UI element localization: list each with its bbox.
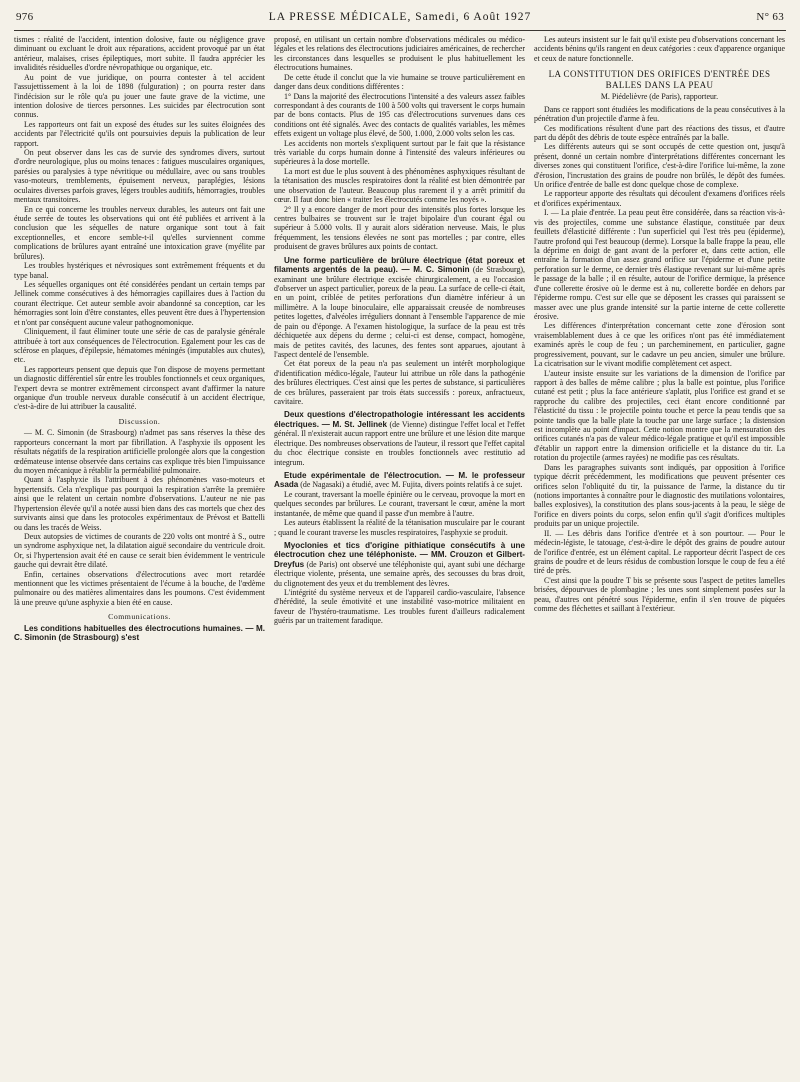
discussion-paragraph: Deux autopsies de victimes de courants de 220 volts ont montré à S., outre un syndrome asphyxique net, la dilatation aiguë secondaire du ventricule droit. Or, si l'hypertension avait été en cause ce serait bien évidemment le ventricule gauche qui devrait être dilaté.	[14, 531, 265, 570]
columns	[14, 35, 786, 1081]
report-paragraph: Le rapporteur apporte des résultats qui découlent d'examens d'orifices réels et d'orifices expérimentaux.	[534, 189, 785, 208]
communication-body: (de Paris) ont observé une téléphoniste qui, ayant subi une décharge électrique violente, présenta, une semaine après, des secousses du bras droit, du clignotement des yeux et du tremblement des lèvres.	[274, 559, 525, 588]
discussion-paragraph: Enfin, certaines observations d'électrocutions avec mort retardée mentionnent que les victimes présentaient de l'écume à la bouche, de l'œdème pulmonaire ou des matières alimentaires dans les poumons. C'est évidemment là une preuve qu'une asphyxie a bien été en cause.	[14, 569, 265, 607]
publication-title: LA PRESSE MÉDICALE, Samedi, 6 Août 1927	[268, 11, 532, 23]
article-paragraph: Cliniquement, il faut éliminer toute une série de cas de paralysie générale attribuée à tort aux conséquences de l'électrocution. Egalement pour les cas de sclérose en plaques, d'épilepsie, hématomes méningés (imputables aux chutes), etc.	[14, 327, 265, 365]
report-paragraph: Les différences d'interprétation concernant cette zone d'érosion sont vraisemblablement dues à ce que les orifices n'ont pas été immédiatement examinés après le coup de feu ; un parcheminement, en particulier, gagne progressivement, pouvant, sur le cadavre un peu ancien, simuler une brûlure. La cicatrisation sur le vivant modifie complètement cet aspect.	[534, 321, 785, 369]
article-paragraph: Les séquelles organiques ont été considérées pendant un certain temps par Jellinek comme consécutives à des hémorragies capillaires dues à l'action du courant électrique. Cet auteur semble avoir abandonné sa conception, car les hémorragies sont loin d'être constantes, elles peuvent être dues à l'hypertension et n'ont par conséquent aucune valeur pathognomonique.	[14, 279, 265, 327]
rapporteur-line: M. Piédelièvre (de Paris), rapporteur.	[600, 92, 719, 102]
discussion-paragraph: — M. C. Simonin (de Strasbourg) n'admet pas sans réserves la thèse des rapporteurs concernant la mort par fibrillation. A l'asphyxie ils opposent les résultats négatifs de la respiration artificielle prolongée alors que la congestion œdémateuse intense observée dans certains cas explique très bien l'impuissance du moyen mécanique à rétablir la perméabilité pulmonaire.	[14, 428, 265, 475]
report-paragraph: II. — Les débris dans l'orifice d'entrée et à son pourtour. — Pour le médecin-légiste, le tatouage, c'est-à-dire le dépôt des grains de poudre autour de l'orifice d'entrée, est un élément capital. Le rapporteur décrit l'aspect de ces grains de poudre et de leurs résidus de combustion lorsque le coup de feu a été tiré de près.	[534, 528, 785, 576]
communication-title: Les conditions habituelles des électrocutions humaines. — M. C. Simonin (de Strasbourg) s'est	[14, 623, 265, 643]
article-paragraph: tismes : réalité de l'accident, intention dolosive, faute ou négligence grave diminuant ou excluant le droit aux réparations, accident provoqué par un état antérieur, malaises, crises épileptiques, mort subite. Il faudra apprécier les invalidités résiduelles d'ordre névropathique ou organique, etc.	[14, 35, 265, 73]
article-paragraph: Les auteurs insistent sur le fait qu'il existe peu d'observations concernant les accidents bénins qu'ils rangent en deux catégories : ceux d'apparence organique et ceux de nature fonctionnelle.	[534, 35, 785, 63]
communication-title: Une forme particulière de brûlure électrique (état poreux et filaments argentés de la peau). — M. C. Simonin	[274, 255, 525, 275]
report-paragraph: I. — La plaie d'entrée. La peau peut être considérée, dans sa réaction vis-à-vis des projectiles, comme une substance élastique, constituée par deux feuillets d'élasticité différente : l'un superficiel qui l'est très peu (épiderme), l'autre profond qui l'est beaucoup (derme). Lorsque la balle frappe la peau, elle la déprime en doigt de gant avant de la perforer et, dans cette action, elle entraîne la formation d'un assez grand orifice sur l'épiderme et d'une petite perforation sur le derme, ce dernier très élastique revenant sur lui-même après le passage de la balle ; il en résulte, autour de l'orifice dermique, la présence d'une collerette érosive où le derme est à nu, collerette bordée en dehors par l'épiderme rompu. C'est sur elle que se déposent les crasses qui paraissent se masser avec une plus grande intensité sur la partie interne de cette collerette érosive.	[534, 208, 785, 321]
issue-number: N° 63	[756, 11, 784, 23]
communication-title: Deux questions d'électropathologie intéressant les accidents électriques. — M. St. Jellinek	[274, 410, 525, 429]
report-paragraph: Ces modifications résultent d'une part des réactions des tissus, et d'autre part du dépôt des débris de toute espèce entraînés par la balle.	[534, 123, 785, 142]
column-3	[534, 35, 785, 1081]
column-1	[14, 35, 265, 1081]
article-paragraph: Les rapporteurs ont fait un exposé des études sur les suites éloignées des accidents par l'électricité qu'ils ont poursuivies depuis la publication de leur rapport.	[14, 119, 265, 148]
article-paragraph: En ce qui concerne les troubles nerveux durables, les auteurs ont fait une étude serrée de toutes les observations qui ont été publiées et arrivent à la conclusion que les séquelles de nature organique sont tout à fait exceptionnelles, et encore semble-t-il qu'elles surviennent comme complications de brûlures ayant entraîné une intoxication grave (myélite par brûlures).	[14, 204, 265, 261]
article-paragraph: Au point de vue juridique, on pourra contester à tel accident l'assujettissement à la loi de 1898 (fulguration) ; on pourra rester dans l'indécision sur le rôle qu'a pu jouer une faute grave de la victime, une intention dolosive de tierces personnes. Les suicides par électrocution sont connus.	[14, 72, 265, 120]
communication-paragraph: 1° Dans la majorité des électrocutions l'intensité a des valeurs assez faibles correspondant à des courants de 100 à 500 volts qui traversent le corps humain par de bons contacts. Plus de 195 cas d'électrocutions survenues dans ces conditions ont été signalés. Avec des contacts de qualités variables, les mêmes effets exigent un voltage plus élevé, de 500, 1.000, 2.000 volts selon les cas.	[274, 91, 525, 139]
page-number: 976	[16, 11, 34, 23]
communication-paragraph: proposé, en utilisant un certain nombre d'observations médicales ou médico-légales et les relations des électrocutions judiciaires américaines, de rechercher les circonstances dans lesquelles se produisent le plus habituellement les électrocutions humaines.	[274, 35, 525, 73]
communication-entry	[274, 471, 525, 490]
report-paragraph: Dans les paragraphes suivants sont indiqués, par opposition à l'orifice typique décrit précédemment, les modifications que peuvent présenter ces orifices selon l'obliquité du tir, la puissance de l'arme, la distance du tir (notions importantes à connaître pour le diagnostic des mutilations volontaires, balles explosives), la constitution des plans sous-jacents à la peau, le siège de l'orifice en divers points du corps, selon enfin qu'il s'agit d'orifices multiples produits par un unique projectile.	[534, 462, 785, 529]
report-paragraph: Les différents auteurs qui se sont occupés de cette question ont, jusqu'à présent, donné un certain nombre d'interprétations différentes concernant les diverses zones qui constituent l'orifice, c'est-à-dire l'orifice lui-même, la zone d'érosion, l'incrustation des grains de poudre non brûlés, le dépôt des fumées. Un orifice d'entrée de balle est donc quelque chose de complexe.	[534, 142, 785, 190]
header-rule	[14, 30, 786, 31]
communications-heading: Communications.	[108, 612, 171, 622]
communication-paragraph: Le courant, traversant la moelle épinière ou le cerveau, provoque la mort en quelques secondes par brûlures. Le courant, traversant le cœur, amène la mort instantanée, de même que quand il passe d'un membre à l'autre.	[274, 489, 525, 518]
communication-paragraph: Les auteurs établissent la réalité de la tétanisation musculaire par le courant ; quand le courant traverse les muscles respiratoires, l'asphyxie se produit.	[274, 518, 525, 537]
communication-paragraph: Les accidents non mortels s'expliquent surtout par le fait que la résistance très variable du corps humain donne à l'intensité des valeurs inférieures ou supérieures à la dose mortelle.	[274, 138, 525, 167]
article-paragraph: Les troubles hystériques et névrosiques sont extrêmement fréquents et du type banal.	[14, 261, 265, 280]
communication-paragraph: De cette étude il conclut que la vie humaine se trouve particulièrement en danger dans deux conditions différentes :	[274, 72, 525, 92]
page-header	[14, 8, 786, 26]
communication-body: (de Nagasaki) a étudié, avec M. Fujita, divers points relatifs à ce sujet.	[298, 480, 523, 490]
report-paragraph: C'est ainsi que la poudre T bis se présente sous l'aspect de petites lamelles brisées, dépourvues de plombagine ; les unes sont simplement posées sur la peau, d'autres ont pénétré sous l'épiderme, enfin il s'en trouve de piquées comme des fléchettes et saillant à l'extérieur.	[534, 575, 785, 614]
communication-entry	[274, 256, 525, 360]
communication-title: Etude expérimentale de l'électrocution. — M. le professeur Asada	[274, 470, 525, 490]
communication-body: (de Vienne) distingue l'effet local et l'effet général. Il n'existerait aucun rapport entre une brûlure et une lésion dite marque électrique. Des nombreuses observations de l'auteur, il ressort que l'effet capital du choc électrique consiste en troubles fonctionnels avec restitutio ad integrum.	[274, 419, 525, 467]
communication-paragraph: 2° Il y a encore danger de mort pour des intensités plus fortes lorsque les centres bulbaires se trouvent sur le trajet bipolaire d'un courant égal ou supérieur à 5.000 volts. Il y aurait alors sidération nerveuse. Mais, le plus fréquemment, les tensions élevées ne sont pas mortelles ; par contre, elles produisent de graves brûlures aux points de contact.	[274, 204, 525, 252]
communication-paragraph: Cet état poreux de la peau n'a pas seulement un intérêt morphologique d'identification médico-légale, l'auteur lui attribue un rôle dans la pathogénie des brûlures électriques. C'est ainsi que les pertes de substance, si particulières de ces brûlures, passeraient par trois états successifs : poreux, anfractueux, cavitaire.	[274, 359, 525, 407]
discussion-heading: Discussion.	[118, 416, 161, 426]
communication-body: (de Strasbourg), examinant une brûlure électrique excisée chirurgicalement, a eu l'occasion d'observer un aspect particulier, poreux de la peau. La surface de celle-ci était, en un point, criblée de petites perforations d'un diamètre inférieur à un millimètre. A la loupe binoculaire, elle apparaissait creusée de nombreuses petites logettes, d'alvéoles irréguliers donnant à l'ensemble l'apparence de mie de pain ou d'éponge. A l'examen histologique, la surface de la peau est très déchiquetée aux dépens du derme ; celui-ci est dense, compact, homogène, mais de petites cavités, des lacunes, des fentes sont apparues, ajoutant à l'aspect dentelé de l'ensemble.	[274, 265, 525, 359]
column-2	[274, 35, 525, 1081]
communication-paragraph: L'intégrité du système nerveux et de l'appareil cardio-vasculaire, l'absence d'hérédité, la seule émotivité et une instabilité vaso-motrice militaient en faveur de l'hystéro-traumatisme. Les troubles furent d'ailleurs radicalement guéris par un traitement faradique.	[274, 588, 525, 626]
section-heading: LA CONSTITUTION DES ORIFICES D'ENTRÉE DES BALLES DANS LA PEAU	[548, 69, 771, 90]
article-paragraph: Les rapporteurs pensent que depuis que l'on dispose de moyens permettant un diagnostic différentiel sûr entre les troubles fonctionnels et ceux organiques, l'expert devra se montrer extrêmement circonspect avant d'affirmer la nature organique d'un trouble nerveux durable consécutif à un accident électrique, c'est-à-dire de lui attribuer la causalité.	[14, 364, 265, 412]
communication-entry	[274, 410, 525, 467]
report-paragraph: L'auteur insiste ensuite sur les variations de la dimension de l'orifice par rapport à des balles de même calibre ; plus la balle est pointue, plus l'orifice cutané est petit ; plus la face antérieure s'aplatit, plus l'orifice est grand et se rapproche du calibre des projectiles, ceci étant encore conditionné par l'élasticité du tissu : le projectile pointu touche et perce la peau tendis que sa pointe tandis que la balle plate la touche par une large surface ; la distension est incomplète au point d'impact. Cette notion montre que la mensuration des orifices cutanés n'a pas de valeur médico-légale pratique et qu'il est impossible d'établir un rapport entre la dimension orificielle et la distance du tir. La rotation du projectile (armes rayées) ne modifie pas ces résultats.	[534, 368, 785, 463]
article-paragraph: On peut observer dans les cas de survie des syndromes divers, surtout d'ordre neurologique, plus ou moins tenaces : fatigues musculaires organiques, parésies ou paralysies à type névritique ou médullaire, avec ou sans troubles vaso-moteurs, tremblements, épuisement nerveux, paraplégies, lésions oculaires diverses parfois graves, légers troubles auditifs, hémorragies, troubles mentaux transitoires.	[14, 148, 265, 205]
communication-title: Myoclonies et tics d'origine pithiatique consécutifs à une électrocution chez une téléphoniste. — MM. Crouzon et Gilbert-Dreyfus	[274, 540, 525, 569]
discussion-paragraph: Quant à l'asphyxie ils l'attribuent à des phénomènes vaso-moteurs et hypertensifs. Cela n'explique pas pourquoi la respiration s'arrête la première ainsi que le relatent un certain nombre d'observations. L'auteur ne nie pas l'hypertension élevée qu'il a notée aussi bien dans des cas mortels que chez des survivants ainsi que dans les protocoles expérimentaux de Prévost et Battelli ou dans les tracés de Weiss.	[14, 475, 265, 532]
report-paragraph: Dans ce rapport sont étudiées les modifications de la peau consécutives à la pénétration d'un projectile d'arme à feu.	[534, 104, 785, 124]
communication-paragraph: La mort est due le plus souvent à des phénomènes asphyxiques résultant de la tétanisation des muscles respiratoires dont la réalité est bien démontrée par une observation de l'auteur. Beaucoup plus rarement il y a arrêt primitif du cœur. Il faut donc bien « traiter les électrocutés comme les noyés ».	[274, 166, 525, 205]
communication-entry	[274, 541, 525, 588]
